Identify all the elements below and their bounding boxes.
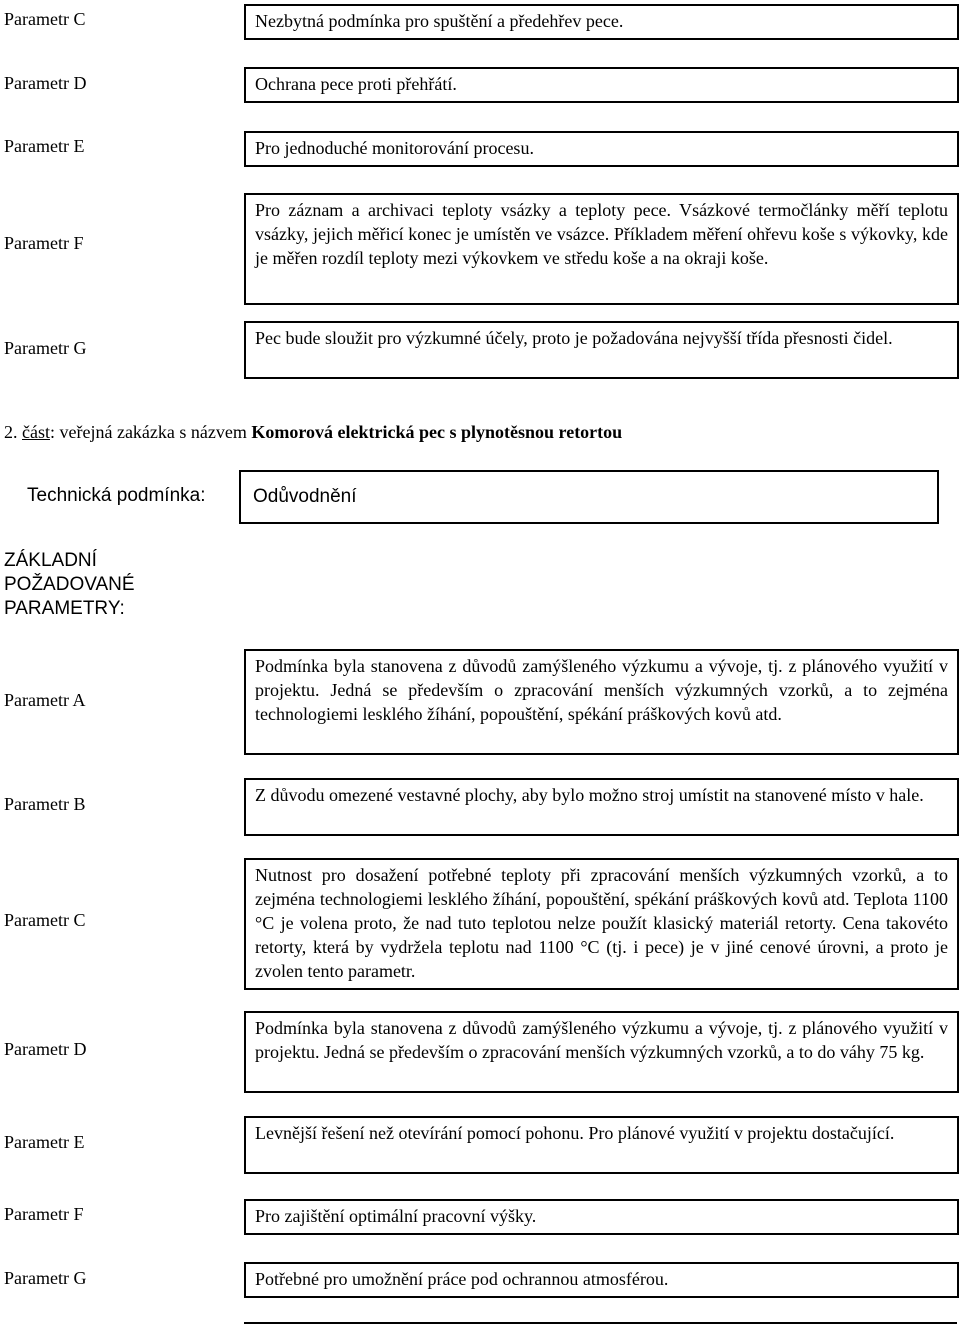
justification-box: Levnější řešení než otevírání pomocí pohonu. Pro plánové využití v projektu dostačující.: [244, 1116, 959, 1174]
param-label: Parametr F: [4, 233, 84, 253]
heading-contract-name: Komorová elektrická pec s plynotěsnou retortou: [251, 422, 623, 442]
heading-mid: : veřejná zakázka s názvem: [49, 422, 247, 442]
section-title-line: PARAMETRY:: [4, 598, 125, 619]
column-header-box: [239, 470, 939, 524]
part-heading: [4, 419, 622, 445]
justification-box: Z důvodu omezené vestavné plochy, aby bylo možno stroj umístit na stanovené místo v hale.: [244, 778, 959, 836]
param-label: Parametr G: [4, 338, 87, 358]
justification-box: Pro zajištění optimální pracovní výšky.: [244, 1199, 959, 1235]
param-label: Parametr E: [4, 1132, 85, 1152]
heading-number: 2.: [4, 422, 18, 442]
next-box-top-edge: [244, 1322, 957, 1324]
param-label: Parametr B: [4, 794, 86, 814]
param-label: Parametr D: [4, 73, 87, 93]
column-header: Odůvodnění: [253, 486, 357, 507]
justification-box: Podmínka byla stanovena z důvodů zamýšleného výzkumu a vývoje, tj. z plánového využití v projektu. Jedná se především o zpracování menších výzkumných vzorků, a to zejména technologiemi lesklého žíhání, popouštění, spékání práškových kovů atd.: [244, 649, 959, 755]
justification-box: Potřebné pro umožnění práce pod ochrannou atmosférou.: [244, 1262, 959, 1298]
param-label: Parametr D: [4, 1039, 87, 1059]
heading-cast: část: [22, 422, 50, 442]
justification-box: Nezbytná podmínka pro spuštění a předehřev pece.: [244, 4, 959, 40]
section-title-line: ZÁKLADNÍ: [4, 550, 97, 571]
param-label: Parametr A: [4, 690, 86, 710]
param-label: Parametr G: [4, 1268, 87, 1288]
justification-box: Pro záznam a archivaci teploty vsázky a teploty pece. Vsázkové termočlánky měří teplotu vsázky, jejich měřicí konec je umístěn ve vsázce. Příkladem měření ohřevu koše s výkovky, kde je měřen rozdíl teploty mezi výkovkem ve středu koše a na okraji koše.: [244, 193, 959, 305]
justification-box: Podmínka byla stanovena z důvodů zamýšleného výzkumu a vývoje, tj. z plánového využití v projektu. Jedná se především o zpracování menších výzkumných vzorků, a to do váhy 75 kg.: [244, 1011, 959, 1093]
section-title: [4, 549, 135, 621]
param-label: Parametr E: [4, 136, 85, 156]
justification-box: Pec bude sloužit pro výzkumné účely, proto je požadována nejvyšší třída přesnosti čidel.: [244, 321, 959, 379]
param-label: Parametr C: [4, 910, 86, 930]
param-label: Parametr C: [4, 9, 86, 29]
param-label: Parametr F: [4, 1204, 84, 1224]
justification-box: Pro jednoduché monitorování procesu.: [244, 131, 959, 167]
justification-box: Ochrana pece proti přehřátí.: [244, 67, 959, 103]
section-title-line: POŽADOVANÉ: [4, 574, 135, 595]
column-label: Technická podmínka:: [27, 485, 206, 506]
justification-box: Nutnost pro dosažení potřebné teploty při zpracování menších výzkumných vzorků, a to zejména technologiemi lesklého žíhání, popouštění, spékání práškových kovů atd. Teplota 1100 °C je volena proto, že nad tuto teplotou nelze použít klasický materiál retorty. Cena takovéto retorty, která by vydržela teplotu nad 1100 °C (tj. i pece) je v jiné cenové úrovni, a proto je zvolen tento parametr.: [244, 858, 959, 990]
